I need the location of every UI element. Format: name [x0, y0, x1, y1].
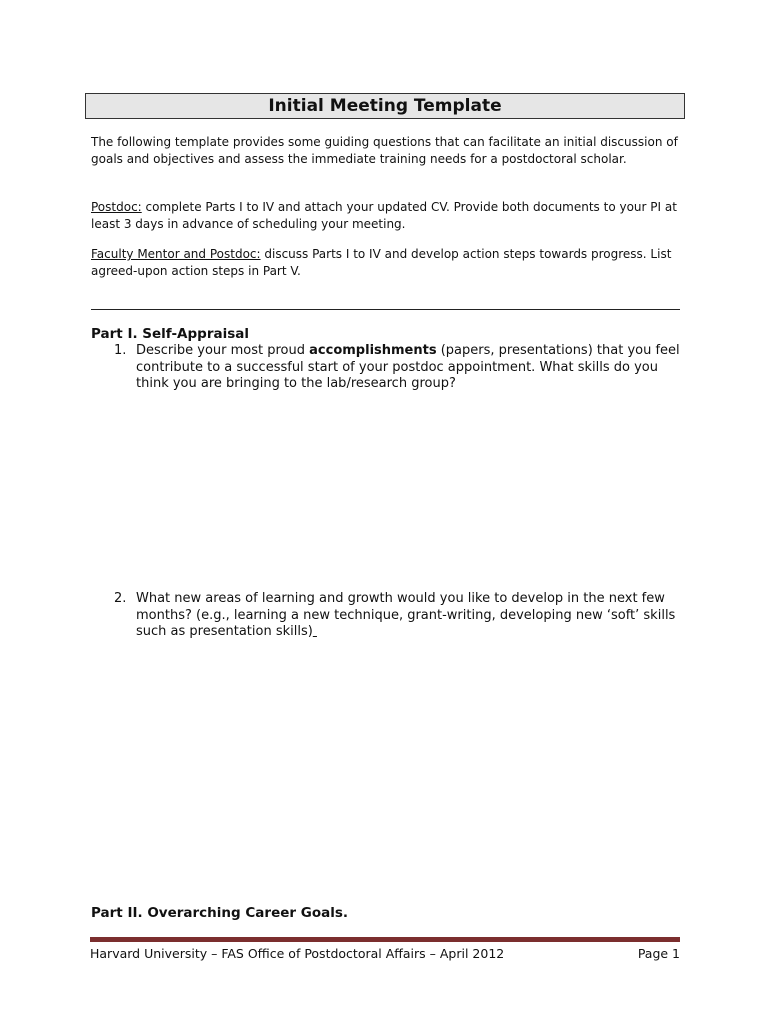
section-divider [91, 309, 680, 310]
footer-text: Harvard University – FAS Office of Postdoctoral Affairs – April 2012 [90, 946, 505, 961]
page-title: Initial Meeting Template [85, 93, 685, 119]
faculty-instructions [91, 246, 686, 279]
question1-text-after: (papers, presentations) that you feel contribute to a successful start of your postdoc appointment. What skills do you think you are bringing to the lab/research group? [136, 343, 680, 391]
question1-number: 1. [114, 343, 127, 358]
postdoc-instructions [91, 199, 686, 232]
question1-bold: accomplishments [309, 343, 437, 358]
question2-number: 2. [114, 591, 127, 606]
question1-text [136, 343, 686, 393]
part1-heading: Part I. Self-Appraisal [91, 326, 249, 342]
faculty-text: discuss Parts I to IV and develop action steps towards progress. List agreed-upon action steps in Part V. [91, 247, 672, 278]
question2-body: What new areas of learning and growth would you like to develop in the next few months? (e.g., learning a new technique, grant-writing, developing new ‘soft’ skills such as presentation skills) [136, 591, 676, 639]
postdoc-text: complete Parts I to IV and attach your updated CV. Provide both documents to your PI at least 3 days in advance of scheduling your meeting. [91, 200, 677, 231]
faculty-label: Faculty Mentor and Postdoc: [91, 247, 261, 261]
footer-rule [90, 937, 680, 942]
page-number: Page 1 [637, 946, 680, 961]
intro-paragraph: The following template provides some guiding questions that can facilitate an initial discussion of goals and objectives and assess the immediate training needs for a postdoctoral scholar. [91, 135, 678, 166]
postdoc-label: Postdoc: [91, 200, 142, 214]
part2-heading: Part II. Overarching Career Goals. [91, 905, 349, 921]
question1-text-before: Describe your most proud [136, 343, 310, 358]
question2-underline-mark [313, 624, 317, 639]
question2-text [136, 591, 686, 641]
